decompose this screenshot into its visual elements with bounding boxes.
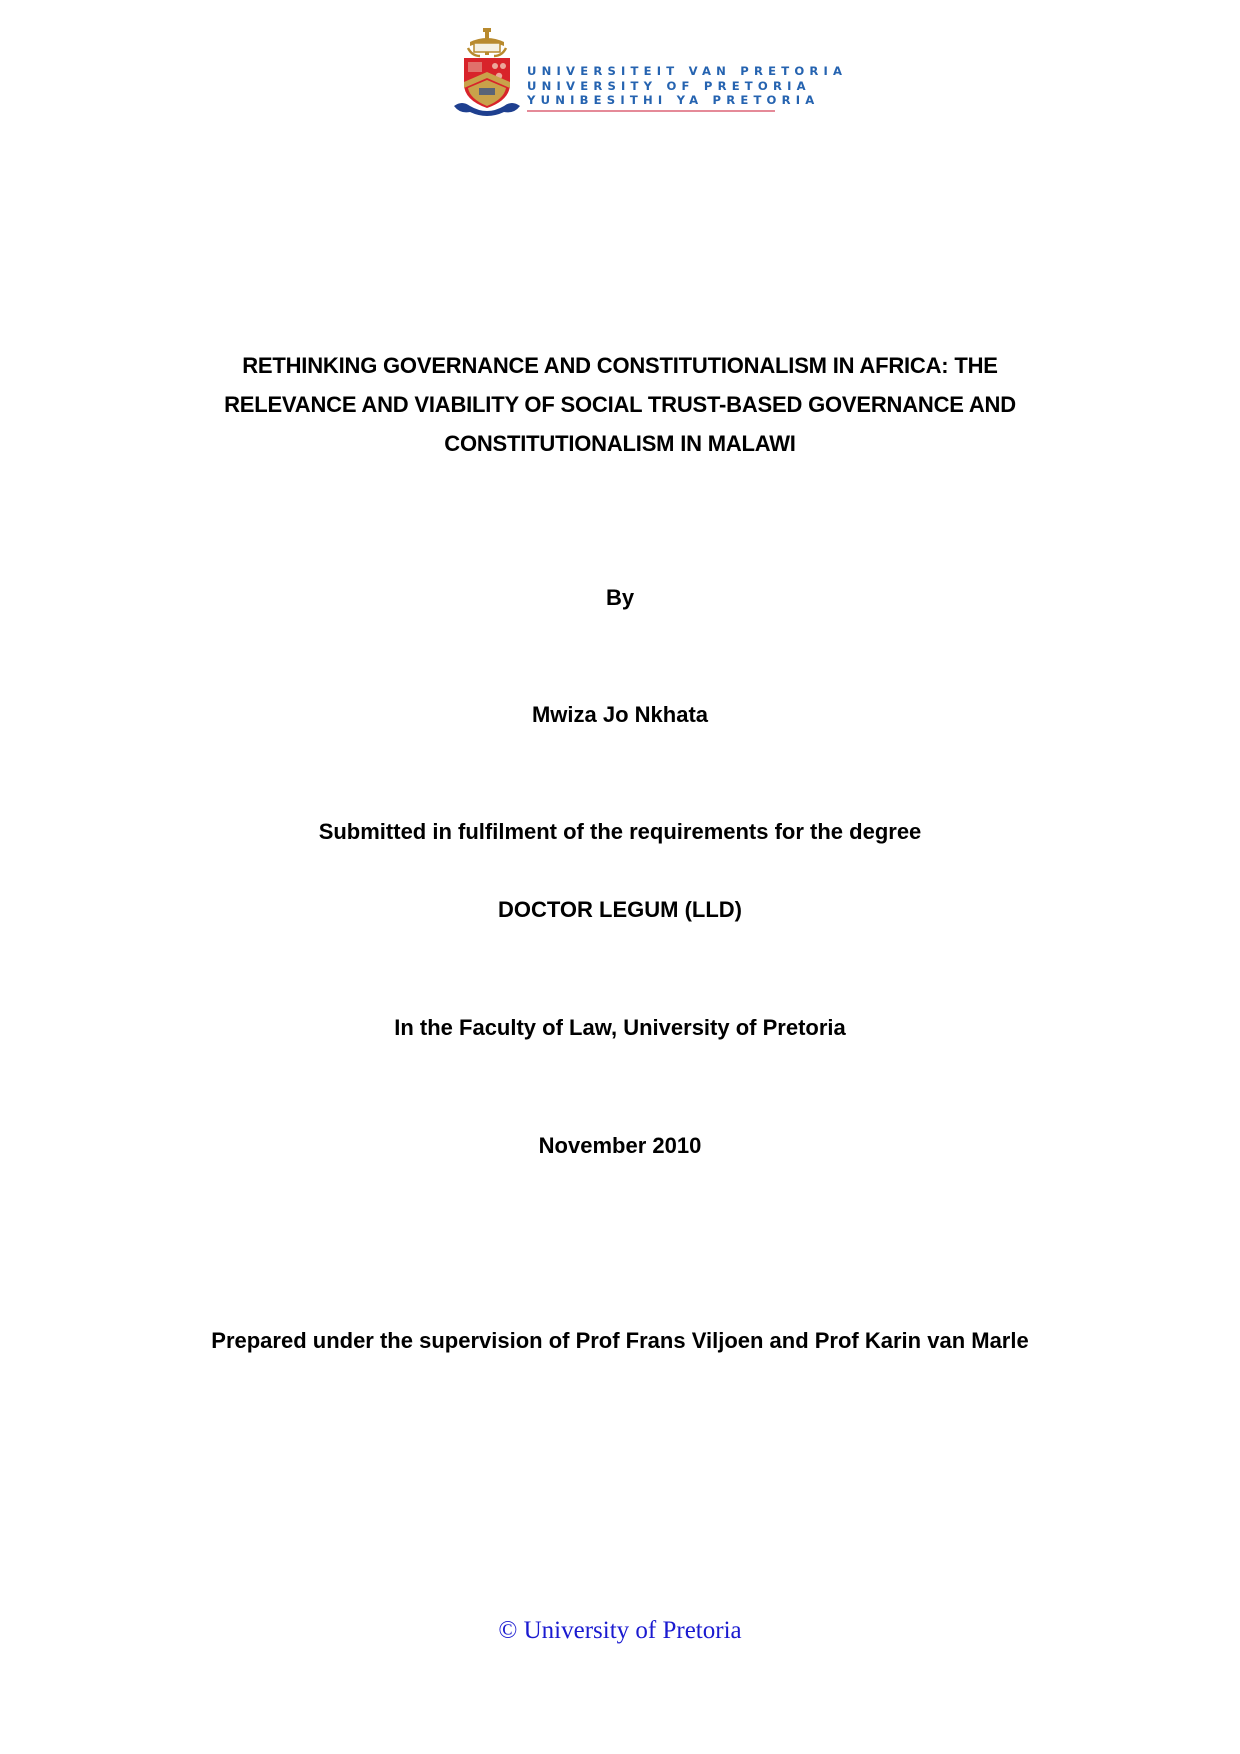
university-name-sepedi: YUNIBESITHI YA PRETORIA (527, 93, 820, 107)
university-logo (452, 26, 848, 122)
thesis-title-line-3: CONSTITUTIONALISM IN MALAWI (444, 431, 796, 456)
faculty-line: In the Faculty of Law, University of Pretoria (394, 1015, 846, 1040)
by-label: By (605, 585, 635, 610)
submission-statement: Submitted in fulfilment of the requirements for the degree (318, 819, 922, 844)
thesis-title-line-2: RELEVANCE AND VIABILITY OF SOCIAL TRUST-BASED GOVERNANCE AND (224, 392, 1016, 417)
university-name-block (527, 64, 848, 112)
degree-name: DOCTOR LEGUM (LLD) (497, 897, 742, 922)
thesis-title (0, 346, 1240, 463)
university-crest-icon (452, 26, 522, 118)
copyright-notice: © University of Pretoria (498, 1617, 742, 1644)
author-name: Mwiza Jo Nkhata (531, 702, 709, 727)
university-name-english: UNIVERSITY OF PRETORIA (527, 78, 811, 93)
supervision-statement: Prepared under the supervision of Prof Frans Viljoen and Prof Karin van Marle (211, 1328, 1029, 1353)
university-name-afrikaans: UNIVERSITEIT VAN PRETORIA (527, 64, 848, 78)
logo-underline (527, 110, 775, 112)
thesis-title-line-1: RETHINKING GOVERNANCE AND CONSTITUTIONALISM IN AFRICA: THE (242, 353, 998, 378)
submission-date: November 2010 (538, 1133, 702, 1158)
